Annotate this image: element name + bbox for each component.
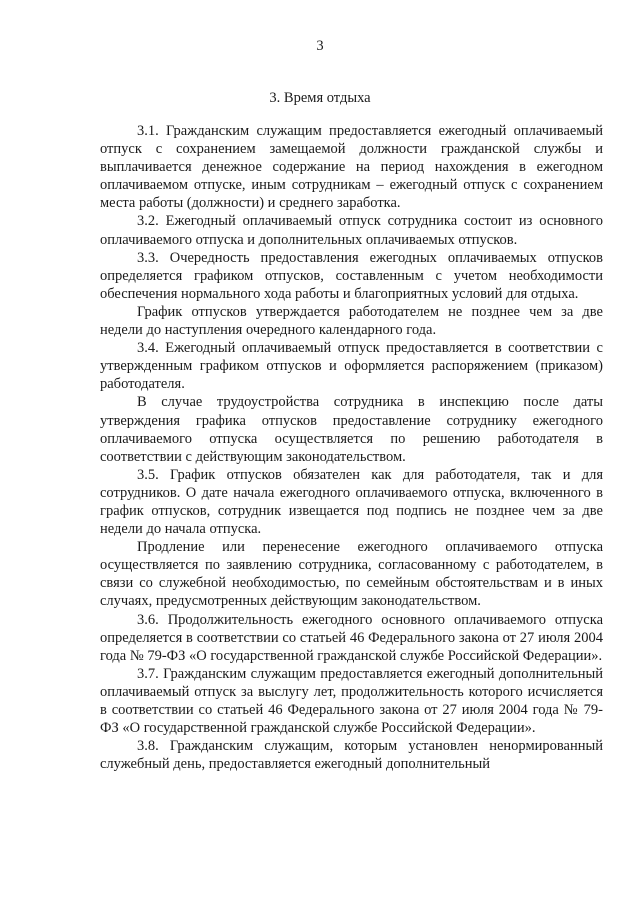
paragraph-3-2: 3.2. Ежегодный оплачиваемый отпуск сотрудника состоит из основного оплачиваемого отпуска и дополнительных оплачиваемых отпусков.: [100, 213, 603, 248]
paragraph-3-3: 3.3. Очередность предоставления ежегодных оплачиваемых отпусков определяется графиком отпусков, составленным с учетом необходимости обеспечения нормального хода работы и благоприятных условий для отдыха.: [100, 249, 603, 302]
paragraph-schedule-approval: График отпусков утверждается работодателем не позднее чем за две недели до наступления очередного календарного года.: [100, 303, 603, 339]
paragraph-3-5: 3.5. График отпусков обязателен как для работодателя, так и для сотрудников. О дате начала ежегодного оплачиваемого отпуска, включенного в график отпусков, сотрудник извещается под подпись не позднее чем за две недели до начала отпуска.: [100, 466, 603, 538]
paragraph-extension: Продление или перенесение ежегодного оплачиваемого отпуска осуществляется по заявлению сотрудника, согласованному с работодателем, в связи со служебной необходимостью, по семейным обстоятельствам и в иных случаях, предусмотренных действующим законодательством.: [100, 539, 603, 610]
paragraph-3-4: 3.4. Ежегодный оплачиваемый отпуск предоставляется в соответствии с утвержденным графиком отпусков и оформляется распоряжением (приказом) работодателя.: [100, 340, 603, 393]
paragraph-3-1: 3.1. Гражданским служащим предоставляется ежегодный оплачиваемый отпуск с сохранением замещаемой должности гражданской службы и выплачивается денежное содержание на период нахождения в ежегодном оплачиваемом отпуске, иным сотрудникам – ежегодный отпуск с сохранением места работы (должности) и среднего заработка.: [100, 123, 603, 212]
document-body: [100, 122, 603, 773]
paragraph-3-8: 3.8. Гражданским служащим, которым установлен ненормированный служебный день, предоставляется ежегодный дополнительный: [100, 738, 603, 773]
paragraph-3-7: 3.7. Гражданским служащим предоставляется ежегодный дополнительный оплачиваемый отпуск за выслугу лет, продолжительность которого исчисляется в соответствии со статьей 46 Федерального закона от 27 июля 2004 года № 79-ФЗ «О государственной гражданской службе Российской Федерации».: [100, 665, 603, 737]
page-number: 3: [316, 38, 324, 54]
section-title: 3. Время отдыха: [269, 90, 371, 106]
paragraph-3-6: 3.6. Продолжительность ежегодного основного оплачиваемого отпуска определяется в соответствии со статьей 46 Федерального закона от 27 июля 2004 года № 79-ФЗ «О государственной гражданской службе Российской Федерации».: [100, 611, 603, 664]
paragraph-new-employee: В случае трудоустройства сотрудника в инспекцию после даты утверждения графика отпусков предоставление сотруднику ежегодного оплачиваемого отпуска осуществляется по решению работодателя в соответствии с действующим законодательством.: [100, 394, 603, 465]
